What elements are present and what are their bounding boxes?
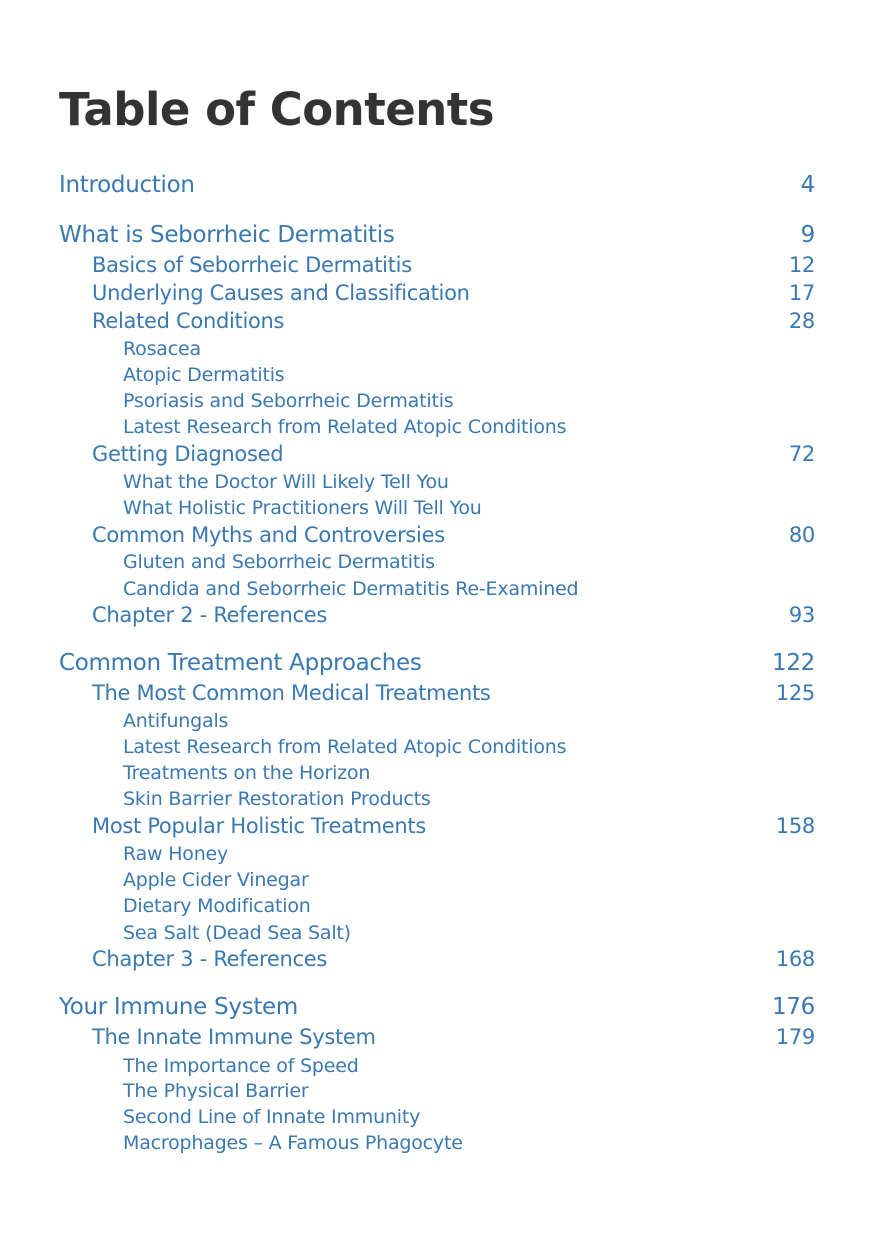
toc-entry-title[interactable]: Macrophages – A Famous Phagocyte [123, 1132, 463, 1154]
toc-entry-title[interactable]: Underlying Causes and Classification [92, 281, 470, 305]
toc-entry-title[interactable]: Getting Diagnosed [92, 442, 284, 466]
toc-entry-page-number[interactable]: 28 [788, 309, 815, 333]
toc-entry-title[interactable]: Psoriasis and Seborrheic Dermatitis [123, 390, 454, 412]
toc-entry-title[interactable]: Common Myths and Controversies [92, 523, 445, 547]
toc-entry-page-number[interactable]: 158 [775, 814, 815, 838]
toc-entry-title[interactable]: Rosacea [123, 338, 201, 360]
toc-entry-page-number[interactable]: 12 [788, 253, 815, 277]
toc-entry-title[interactable]: Treatments on the Horizon [123, 762, 371, 784]
toc-entry-title[interactable]: Apple Cider Vinegar [123, 869, 309, 891]
toc-entry-title[interactable]: Related Conditions [92, 309, 285, 333]
toc-entry-page-number[interactable]: 179 [775, 1025, 815, 1049]
toc-entry-page-number[interactable]: 93 [788, 603, 815, 627]
toc-entry-title[interactable]: Introduction [59, 172, 195, 198]
toc-entry-title[interactable]: Second Line of Innate Immunity [123, 1106, 421, 1128]
toc-entry-title[interactable]: Basics of Seborrheic Dermatitis [92, 253, 412, 277]
toc-entry-title[interactable]: The Innate Immune System [92, 1025, 376, 1049]
toc-entry-page-number[interactable]: 168 [775, 947, 815, 971]
toc-entry-title[interactable]: Your Immune System [59, 994, 298, 1020]
toc-entry-title[interactable]: Dietary Modification [123, 895, 311, 917]
toc-entry-title[interactable]: Most Popular Holistic Treatments [92, 814, 426, 838]
toc-entry-title[interactable]: What is Seborrheic Dermatitis [59, 222, 395, 248]
toc-entry-page-number[interactable]: 80 [788, 523, 815, 547]
toc-entry-page-number[interactable]: 72 [788, 442, 815, 466]
toc-entry-title[interactable]: Gluten and Seborrheic Dermatitis [123, 551, 435, 573]
toc-entry-title[interactable]: Raw Honey [123, 843, 229, 865]
toc-entry-page-number[interactable]: 176 [772, 994, 815, 1020]
toc-entry-title[interactable]: Common Treatment Approaches [59, 650, 422, 676]
toc-entry-title[interactable]: Atopic Dermatitis [123, 364, 285, 386]
toc-entry-title[interactable]: Latest Research from Related Atopic Conditions [123, 416, 567, 438]
toc-entry-title[interactable]: Chapter 3 - References [92, 947, 328, 971]
toc-entry-page-number[interactable]: 125 [775, 681, 815, 705]
toc-entry-title[interactable]: Antifungals [123, 710, 229, 732]
toc-entry-title[interactable]: The Importance of Speed [123, 1055, 359, 1077]
toc-entry-title[interactable]: Latest Research from Related Atopic Conditions [123, 736, 567, 758]
toc-entry-title[interactable]: Skin Barrier Restoration Products [123, 788, 431, 810]
toc-entry-title[interactable]: Sea Salt (Dead Sea Salt) [123, 922, 351, 944]
toc-entry-page-number[interactable]: 17 [788, 281, 815, 305]
toc-entry-page-number[interactable]: 122 [772, 650, 815, 676]
toc-entry-page-number[interactable]: 4 [800, 172, 815, 198]
toc-entry-title[interactable]: What the Doctor Will Likely Tell You [123, 471, 449, 493]
page-title: Table of Contents [59, 83, 495, 136]
toc-entry-title[interactable]: The Most Common Medical Treatments [92, 681, 491, 705]
toc-entry-page-number[interactable]: 9 [800, 222, 815, 248]
toc-entry-title[interactable]: Candida and Seborrheic Dermatitis Re-Examined [123, 578, 579, 600]
toc-entry-title[interactable]: What Holistic Practitioners Will Tell You [123, 497, 482, 519]
toc-entry-title[interactable]: Chapter 2 - References [92, 603, 328, 627]
toc-entry-title[interactable]: The Physical Barrier [123, 1080, 309, 1102]
